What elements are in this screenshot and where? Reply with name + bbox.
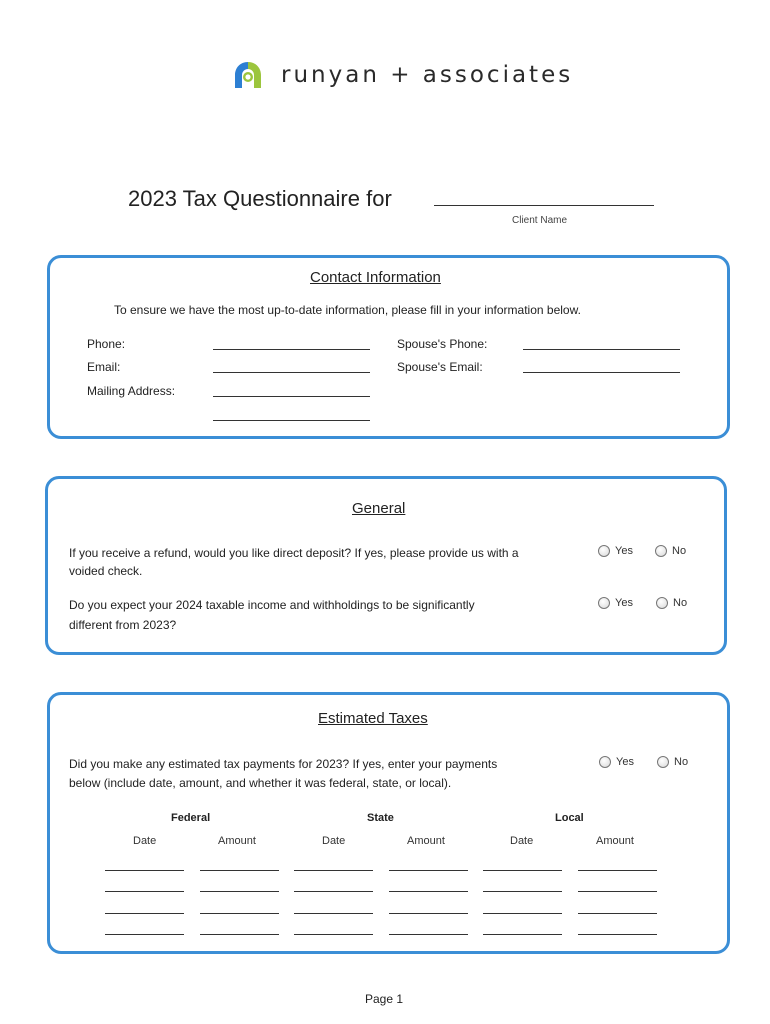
state-date-field-row4[interactable] [294, 934, 373, 935]
federal-date-field-row2[interactable] [105, 891, 184, 892]
federal-date-field-row1[interactable] [105, 870, 184, 871]
income-question-line2: different from 2023? [69, 618, 177, 632]
state-date-field-row3[interactable] [294, 913, 373, 914]
estimated-no-option[interactable] [657, 756, 688, 768]
contact-intro-text: To ensure we have the most up-to-date information, please fill in your information below. [114, 303, 581, 317]
estimated-yes-label: Yes [616, 756, 634, 768]
page-number: Page 1 [365, 992, 404, 1006]
federal-amount-field-row1[interactable] [200, 870, 279, 871]
state-amount-header: Amount [407, 835, 445, 847]
estimated-taxes-section [47, 692, 730, 954]
mailing-address-label: Mailing Address: [87, 384, 176, 398]
refund-no-label: No [672, 545, 687, 557]
radio-icon[interactable] [656, 597, 668, 609]
state-date-field-row2[interactable] [294, 891, 373, 892]
income-yes-option[interactable] [598, 597, 633, 609]
state-header: State [367, 812, 394, 824]
radio-icon[interactable] [655, 545, 667, 557]
state-amount-field-row4[interactable] [389, 934, 468, 935]
local-amount-field-row2[interactable] [578, 891, 657, 892]
spouse-email-field[interactable] [523, 372, 680, 373]
local-amount-field-row3[interactable] [578, 913, 657, 914]
local-amount-field-row4[interactable] [578, 934, 657, 935]
estimated-question-line2: below (include date, amount, and whether it was federal, state, or local). [69, 776, 452, 790]
state-amount-field-row3[interactable] [389, 913, 468, 914]
radio-icon[interactable] [657, 756, 669, 768]
refund-yes-option[interactable] [598, 545, 633, 557]
state-amount-field-row2[interactable] [389, 891, 468, 892]
income-yes-label: Yes [615, 597, 633, 609]
general-section [45, 476, 727, 655]
estimated-section-title: Estimated Taxes [318, 710, 428, 727]
estimated-question-line1: Did you make any estimated tax payments for 2023? If yes, enter your payments [69, 757, 498, 771]
email-field[interactable] [213, 372, 370, 373]
contact-section-title: Contact Information [310, 269, 441, 286]
state-date-field-row1[interactable] [294, 870, 373, 871]
federal-amount-field-row3[interactable] [200, 913, 279, 914]
logo-text: runyan + associates [281, 62, 574, 88]
local-date-header: Date [510, 835, 534, 847]
refund-yes-label: Yes [615, 545, 633, 557]
radio-icon[interactable] [598, 545, 610, 557]
contact-information-section [47, 255, 730, 439]
income-no-label: No [673, 597, 688, 609]
email-label: Email: [87, 360, 121, 374]
local-date-field-row1[interactable] [483, 870, 562, 871]
refund-question-line1: If you receive a refund, would you like direct deposit? If yes, please provide us with a [69, 546, 519, 560]
local-header: Local [555, 812, 584, 824]
estimated-no-label: No [674, 756, 689, 768]
spouse-phone-label: Spouse's Phone: [397, 337, 488, 351]
logo-mark-icon [233, 60, 263, 90]
income-no-option[interactable] [656, 597, 687, 609]
radio-icon[interactable] [598, 597, 610, 609]
radio-icon[interactable] [599, 756, 611, 768]
client-name-label: Client Name [512, 215, 568, 226]
page-title: 2023 Tax Questionnaire for [128, 186, 392, 211]
local-date-field-row4[interactable] [483, 934, 562, 935]
federal-amount-header: Amount [218, 835, 256, 847]
company-logo [233, 58, 573, 92]
federal-date-header: Date [133, 835, 157, 847]
general-section-title: General [352, 500, 406, 517]
refund-question-line2: voided check. [69, 564, 143, 578]
spouse-email-label: Spouse's Email: [397, 360, 483, 374]
spouse-phone-field[interactable] [523, 349, 680, 350]
state-date-header: Date [322, 835, 346, 847]
income-question-line1: Do you expect your 2024 taxable income and withholdings to be significantly [69, 598, 475, 612]
federal-date-field-row4[interactable] [105, 934, 184, 935]
federal-header: Federal [171, 812, 211, 824]
client-name-field[interactable] [434, 205, 654, 206]
local-date-field-row2[interactable] [483, 891, 562, 892]
state-amount-field-row1[interactable] [389, 870, 468, 871]
federal-date-field-row3[interactable] [105, 913, 184, 914]
local-date-field-row3[interactable] [483, 913, 562, 914]
estimated-yes-option[interactable] [599, 756, 634, 768]
local-amount-field-row1[interactable] [578, 870, 657, 871]
mailing-address-field-1[interactable] [213, 396, 370, 397]
mailing-address-field-2[interactable] [213, 420, 370, 421]
federal-amount-field-row2[interactable] [200, 891, 279, 892]
refund-no-option[interactable] [655, 545, 686, 557]
phone-field[interactable] [213, 349, 370, 350]
phone-label: Phone: [87, 337, 126, 351]
federal-amount-field-row4[interactable] [200, 934, 279, 935]
local-amount-header: Amount [596, 835, 634, 847]
